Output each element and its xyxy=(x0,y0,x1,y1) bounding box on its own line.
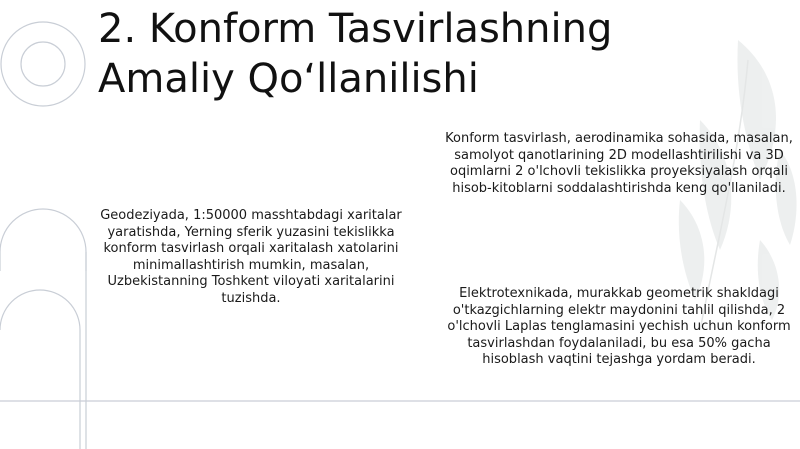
text-block-electrotechnics: Elektrotexnikada, murakkab geometrik shakldagi o'tkazgichlarning elektr maydonini tahlil qilishda, 2 o'lchovli Laplas tenglamasini yechish uchun konform tasvirlashdan foydalaniladi, bu esa 50% gacha hisoblash vaqtini tejashga yordam beradi. xyxy=(447,286,791,367)
title-line-1: 2. Konform Tasvirlashning xyxy=(98,6,613,52)
slide-title xyxy=(98,4,738,104)
title-line-2: Amaliy Qo‘llanilishi xyxy=(98,56,479,102)
text-block-aerodynamics: Konform tasvirlash, aerodinamika sohasida, masalan, samolyot qanotlarining 2D modellashtirilishi va 3D oqimlarni 2 o'lchovli tekislikka proyeksiyalash orqali hisob-kitoblarni soddalashtirishda keng qo'llaniladi. xyxy=(445,131,793,196)
text-block-geodesy: Geodeziyada, 1:50000 masshtabdagi xaritalar yaratishda, Yerning sferik yuzasini tekislikka konform tasvirlash orqali xaritalash xatolarini minimallashtirish mumkin, masalan, Uzbekistanning Toshkent viloyati xaritalarini tuzishda. xyxy=(100,208,402,306)
